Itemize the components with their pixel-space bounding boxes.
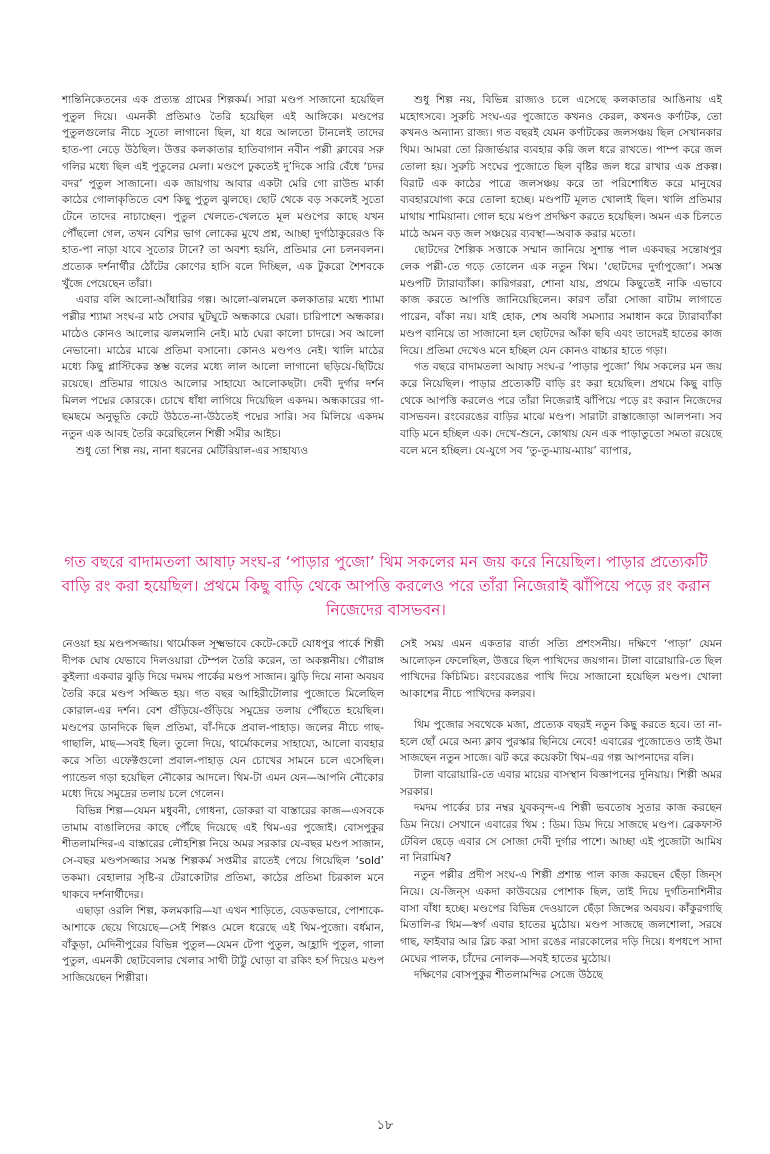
article-column-bottom-left bbox=[62, 636, 384, 987]
pull-quote: গত বছরে বাদামতলা আষাঢ় সংঘ-র ‘পাড়ার পুজো’ থিম সকলের মন জয় করে নিয়েছিল। পাড়ার প্রত্যেকটি বাড়ি রং করা হয়েছিল। প্রথমে কিছু বাড়ি থেকে আপত্তি করলেও পরে তাঁরা নিজেরাই ঝাঁপিয়ে পড়ে রং করান নিজেদের বাসভবন। bbox=[61, 553, 711, 619]
page-number: ১৮ bbox=[376, 1118, 394, 1133]
paragraph: থিম পুজোর সবথেকে মজা, প্রত্যেক বছরই নতুন কিছু করতে হবে। তা না-হলে ছোঁ মেরে অন্য ক্লাব পুরস্কার ছিনিয়ে নেবে! এবারের পুজোতেও তাই উমা সাজছেন নতুন সাজে। ঝট করে কয়েকটা থিম-এর গল্প আপনাদের বলি। bbox=[400, 718, 722, 765]
paragraph: শুধু শিল্প নয়, বিভিন্ন রাজ্যও চলে এসেছে কলকাতার আঙিনায় এই মহোৎসবে। সুরুচি সংঘ-এর পুজোতে কখনও কেরল, কখনও কর্ণাটক, তো কখনও অন্যান্য রাজ্য। গত বছরই যেমন কর্ণাটকের জলসঞ্চয় ছিল সেখানকার থিম। আমরা তো রিজার্ভয়ার ব্যবহার করি জল ধরে রাখতে। পাম্প করে জল তোলা হয়। সুরুচি সংঘের পুজোতে ছিল বৃষ্টির জল ধরে রাখার এক প্রকল্প। বিরাট এক কাঠের পাত্রে জলসঞ্চয় করে তা পরিশোধিত করে মানুষের ব্যবহারযোগ্য করে তোলা হচ্ছে। মণ্ডপটি মূলত খোলাই ছিল। খালি প্রতিমার মাথায় শামিয়ানা। গোল হয়ে মণ্ডপ প্রদক্ষিণ করতে হয়েছিল। অমন এক চিলতে মাঠে অমন বড় জল সঞ্চয়ের ব্যবস্থা—অবাক করার মতো। bbox=[400, 94, 722, 240]
paragraph: নেওয়া হয় মণ্ডপসজ্জায়। থার্মোকল সূক্ষ্মভাবে কেটে-কেটে যোধপুর পার্কে শিল্পী দীপক ঘোষ যেভাবে দিলওয়ারা টেম্পল তৈরি করেন, তা অকল্পনীয়। গৌরাঙ্গ কুইল্যা একবার ঝুড়ি দিয়ে দমদম পার্কের মণ্ডপ সাজান। ঝুড়ি দিয়ে নানা অবয়ব তৈরি করে মণ্ডপ সজ্জিত হয়। গত বছর আহিরীটোলার পুজোতে মিলেছিল কোরাল-এর দর্শন। বেশ গুঁড়িয়ে-গুঁড়িয়ে সমুদ্রের তলায় পৌঁছতে হয়েছিল। মণ্ডপের ডানদিকে ছিল প্রতিমা, বাঁ-দিকে প্রবাল-পাহাড়। জলের নীচে গাছ-গাছালি, মাছ—সবই ছিল। তুলো দিয়ে, থার্মোকলের সাহায্যে, আলো ব্যবহার করে সত্যি এফেক্টগুলো প্রবাল-পাহাড় যেন চোখের সামনে চলে এসেছিল। প্যান্ডেল গড়া হয়েছিল নৌকোর আদলে। থিম-টা এমন যেন—আপনি নৌকোর মধ্যে দিয়ে সমুদ্রের তলায় চলে গেলেন। bbox=[62, 638, 384, 801]
paragraph: ছোটদের শৈল্পিক সত্তাকে সম্মান জানিয়ে সুশান্ত পাল একবছর সন্তোষপুর লেক পল্লী-তে গড়ে তোলেন এক নতুন থিম। ‘ছোটদের দুর্গাপুজো’। সমস্ত মণ্ডপটি ট্যারাব্যাঁকা। কারিগররা, শোনা যায়, প্রথমে কিছুতেই নাকি এভাবে কাজ করতে আপত্তি জানিয়েছিলেন। কারণ তাঁরা সোজা বাটাম লাগাতে পারেন, বাঁকা নয়। যাই হোক, শেষ অবধি সমস্যার সমাধান করে ট্যারাব্যাঁকা মণ্ডপ বানিয়ে তা সাজানো হল ছোটদের আঁকা ছবি এবং তাদেরই হাতের কাজ দিয়ে। প্রতিমা দেখেও মনে হচ্ছিল যেন কোনও বাচ্চার হাতে গড়া। bbox=[400, 244, 722, 357]
paragraph: এবার বলি আলো-আঁধারির গল্প। আলো-ঝলমলে কলকাতার মধ্যে শ্যামা পল্লীর শ্যামা সংঘ-র মাঠ সেবার ঘুটঘুটে অন্ধকারে ঘেরা। চারিপাশে অন্ধকার। মাঠেও কোনও আলোর ঝলমলানি নেই। মাঠ ঘেরা কালো চাদরে। সব আলো নেভানো। মাঠের মাঝে প্রতিমা বসানো। কোনও মণ্ডপও নেই। খালি মাঠের মধ্যে কিছু প্লাস্টিকের স্তম্ভ বলের মধ্যে লাল আলো লাগানো ছড়িয়ে-ছিটিয়ে রয়েছে। প্রতিমার গায়েও আলোর সাহায্যে আলোকছটা। দেবী দুর্গার দর্শন মিলল পদ্মের কোরকে। চোখে ধাঁধা লাগিয়ে দিয়েছিল একদম। অন্ধকারের গা-ছমছমে অনুভূতি কেটে উঠতে-না-উঠতেই পদ্মের সারি। সব মিলিয়ে একদম নতুন এক আবহ তৈরি করেছিলেন শিল্পী সমীর আইচ। bbox=[62, 294, 384, 441]
article-column-bottom-right bbox=[400, 636, 722, 984]
paragraph: টালা বারোয়ারি-তে এবার মায়ের বাসস্থান বিজ্ঞাপনের দুনিয়ায়। শিল্পী অমর সরকার। bbox=[400, 768, 722, 798]
article-column-top-left bbox=[62, 92, 384, 459]
paragraph: এছাড়া ওরলি শিল্প, কলমকারি—যা এখন শাড়িতে, বেডকভারে, পোশাকে-আশাকে ছেয়ে গিয়েছে—সেই শিল্পও মেলে ধরেছে এই থিম-পুজো। বর্ধমান, বাঁকুড়া, মেদিনীপুরের বিভিন্ন পুতুল—যেমন টেপা পুতুল, আহ্লাদি পুতুল, গালা পুতুল, এমনকী ছোটবেলার খেলার সাথী টাট্টু ঘোড়া বা রকিং হর্স দিয়েও মণ্ডপ সাজিয়েছেন শিল্পীরা। bbox=[62, 905, 384, 985]
paragraph: নতুন পল্লীর প্রদীপ সংঘ-এ শিল্পী প্রশান্ত পাল কাজ করছেন ছেঁড়া জিন্‌স নিয়ে। যে-জিন্‌স একদা কাউবয়ের পোশাক ছিল, তাই দিয়ে দুর্গতিনাশিনীর বাসা বাঁধা হচ্ছে। মণ্ডপের বিভিন্ন দেওয়ালে ছেঁড়া জিন্সের অবয়ব। কাঁকুরগাছি মিতালি-র থিম—স্বর্গ এবার হাতের মুঠোয়। মণ্ডপ সাজছে জলশোলা, সরষে গাছ, ফাইবার আর ব্লিচ করা সাদা রঙের নারকোলের দড়ি দিয়ে। ধপধপে সাদা মেঘের পালক, চাঁদের নোলক—সবই হাতের মুঠোয়। bbox=[400, 869, 722, 965]
paragraph: শুধু তো শিল্প নয়, নানা ধরনের মেটিরিয়াল-এর সাহায্যও bbox=[76, 444, 309, 457]
paragraph: সেই সময় এমন একতার বার্তা সত্যি প্রশংসনীয়। দক্ষিণে ‘পাড়া’ যেমন আলোড়ন ফেলেছিল, উত্তরে ছিল পাখিদের জয়গান। টালা বারোয়ারি-তে ছিল পাখিদের কিচিমিচ। রংবেরঙের পাখি দিয়ে সাজানো হয়েছিল মণ্ডপ। খোলা আকাশের নীচে পাখিদের কলরব। bbox=[400, 638, 722, 701]
paragraph: দক্ষিণের বোসপুকুর শীতলামন্দির সেজে উঠছে bbox=[414, 969, 603, 982]
paragraph: শান্তিনিকেতনের এক প্রত্যন্ত গ্রামের শিল্পকর্ম। সারা মণ্ডপ সাজানো হয়েছিল পুতুল দিয়ে। এমনকী প্রতিমাও তৈরি হয়েছিল এই আঙ্গিকে। মণ্ডপের পুতুলগুলোর নীচে সুতো লাগানো ছিল, যা ধরে আলতো টানলেই তাদের হাত-পা নেড়ে উঠছিল। উত্তর কলকাতার হাতিবাগান নবীন পল্লী ক্লাবের সরু গলির মধ্যে ছিল এই পুতুলের মেলা। মণ্ডপে ঢুকতেই দু’দিকে সারি বেঁধে ‘চদর বদর’ পুতুল সাজানো। এক জায়গায় আবার একটা মেরি গো রাউন্ড মার্কা কাঠের গোলাকৃতিতে বেশ কিছু পুতুল ঝুলছে। ছোট থেকে বড় সকলেই সুতো টেনে তাদের নাচাচ্ছেন। পুতুল খেলতে-খেলতে মূল মণ্ডপের কাছে যখন পৌঁছলো গেল, তখন বেশির ভাগ লোকের মুখে প্রশ্ন, আচ্ছা দুর্গাঠাকুরেরও কি হাত-পা নাড়া যাবে সুতোর টানে? তা অবশ্য হয়নি, প্রতিমার নো চলনবলন। প্রত্যেক দর্শনার্থীর ঠোঁটের কোণের হাসি বলে দিচ্ছিল, এক টুকরো শৈশবকে খুঁজে পেয়েছেন তাঁরা। bbox=[62, 94, 384, 290]
paragraph: গত বছরে বাদামতলা আষাঢ় সংঘ-র ‘পাড়ার পুজো’ থিম সকলের মন জয় করে নিয়েছিল। পাড়ার প্রত্যেকটি বাড়ি রং করা হয়েছিল। প্রথমে কিছু বাড়ি থেকে আপত্তি করলেও পরে তাঁরা নিজেরাই ঝাঁপিয়ে পড়ে রং করান নিজেদের বাসভবন। রংবেরঙের বাড়ির মাঝে মণ্ডপ। সারাটা রাস্তাজোড়া আলপনা। সব বাড়ি মনে হচ্ছিল এক। দেখে-শুনে, কোথায় যেন এক পাড়াতুতো সমতা রয়েছে বলে মনে হচ্ছিল। যে-যুগে সব ‘তু-তু-ম্যায়-ম্যায়’ ব্যাপার, bbox=[400, 361, 722, 457]
paragraph: দমদম পার্কের চার নম্বর যুবকবৃন্দ-এ শিল্পী ভবতোষ সুতার কাজ করছেন ডিম নিয়ে। সেখানে এবারের থিম : ডিম। ডিম দিয়ে সাজছে মণ্ডপ। ব্রেকফাস্ট টেবিল ছেড়ে এবার সে সোজা দেবী দুর্গার পাশে। আচ্ছা এই পুজোটা আমিষ না নিরামিষ? bbox=[400, 802, 722, 865]
paragraph: বিভিন্ন শিল্প—যেমন মধুবনী, গোধনা, ডোকরা বা বাস্তারের কাজ—এসবকে তামাম বাঙালিদের কাছে পৌঁছে দিয়েছে এই থিম-এর পুজোই। বোসপুকুর শীতলামন্দির-এ বাস্তারের লৌহশিল্প নিয়ে অমর সরকার যে-বছর মণ্ডপ সাজান, সে-বছর মণ্ডপসজ্জার সমস্ত শিল্পকর্ম সপ্তমীর রাতেই পেয়ে গিয়েছিল ‘sold’ তকমা। বেহালার সৃষ্টি-র টেরাকোটার প্রতিমা, কাঠের প্রতিমা চিরকাল মনে থাকবে দর্শনার্থীদের। bbox=[62, 805, 384, 901]
article-column-top-right bbox=[400, 92, 722, 459]
